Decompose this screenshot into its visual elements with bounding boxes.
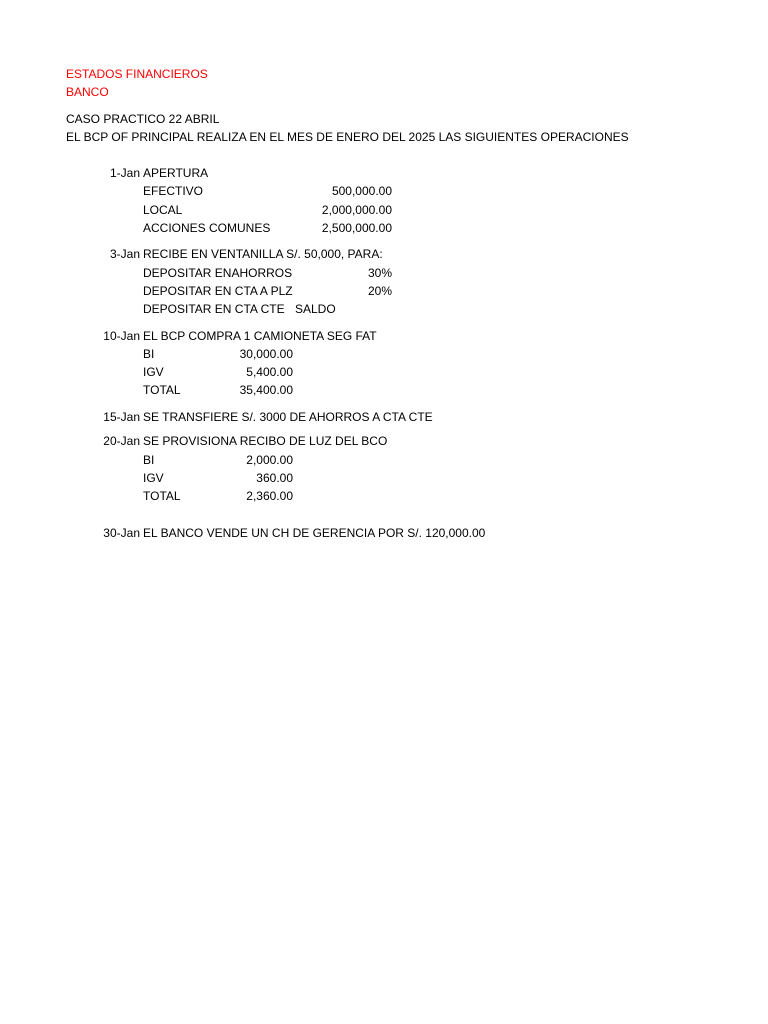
op5-row-label: IGV bbox=[143, 471, 164, 485]
op3-row-label: BI bbox=[143, 347, 155, 361]
op1-row-value: 2,000,000.00 bbox=[321, 203, 392, 217]
op2-row-value: 30% bbox=[367, 266, 392, 280]
op2-row-label: DEPOSITAR EN CTA CTE bbox=[143, 302, 285, 316]
op1-row-value: 2,500,000.00 bbox=[321, 221, 392, 235]
op5-row-value: 2,000.00 bbox=[246, 453, 293, 467]
op3-desc: EL BCP COMPRA 1 CAMIONETA SEG FAT bbox=[143, 329, 377, 343]
op1-desc: APERTURA bbox=[143, 166, 209, 180]
op3-row-label: IGV bbox=[143, 365, 164, 379]
op1-row-label: ACCIONES COMUNES bbox=[143, 221, 271, 235]
op2-row-value: SALDO bbox=[295, 302, 336, 316]
op3-row-value: 5,400.00 bbox=[246, 365, 293, 379]
op1-row-value: 500,000.00 bbox=[331, 184, 392, 198]
op4-desc: SE TRANSFIERE S/. 3000 DE AHORROS A CTA CTE bbox=[143, 410, 433, 424]
op1-row-label: EFECTIVO bbox=[143, 184, 204, 198]
case-title: CASO PRACTICO 22 ABRIL bbox=[66, 112, 220, 126]
case-intro: EL BCP OF PRINCIPAL REALIZA EN EL MES DE ENERO DEL 2025 LAS SIGUIENTES OPERACIONES bbox=[66, 130, 629, 144]
header-subtitle: BANCO bbox=[66, 85, 109, 99]
op6-desc: EL BANCO VENDE UN CH DE GERENCIA POR S/. 120,000.00 bbox=[143, 526, 486, 540]
op3-row-label: TOTAL bbox=[143, 383, 181, 397]
op2-desc: RECIBE EN VENTANILLA S/. 50,000, PARA: bbox=[143, 247, 383, 261]
op2-row-label: DEPOSITAR ENAHORROS bbox=[143, 266, 293, 280]
op3-date: 10-Jan bbox=[103, 329, 140, 343]
op5-row-label: TOTAL bbox=[143, 489, 181, 503]
op5-desc: SE PROVISIONA RECIBO DE LUZ DEL BCO bbox=[143, 434, 388, 448]
op5-row-label: BI bbox=[143, 453, 155, 467]
op2-row-value: 20% bbox=[367, 284, 392, 298]
op3-row-value: 30,000.00 bbox=[239, 347, 293, 361]
op6-date: 30-Jan bbox=[103, 526, 140, 540]
op2-row-label: DEPOSITAR EN CTA A PLZ bbox=[143, 284, 293, 298]
op5-row-value: 360.00 bbox=[256, 471, 293, 485]
op3-row-value: 35,400.00 bbox=[239, 383, 293, 397]
header-title: ESTADOS FINANCIEROS bbox=[66, 67, 208, 81]
op4-date: 15-Jan bbox=[103, 410, 140, 424]
op1-date: 1-Jan bbox=[109, 166, 140, 180]
op5-date: 20-Jan bbox=[103, 434, 140, 448]
op1-row-label: LOCAL bbox=[143, 203, 183, 217]
op5-row-value: 2,360.00 bbox=[246, 489, 293, 503]
op2-date: 3-Jan bbox=[109, 247, 140, 261]
